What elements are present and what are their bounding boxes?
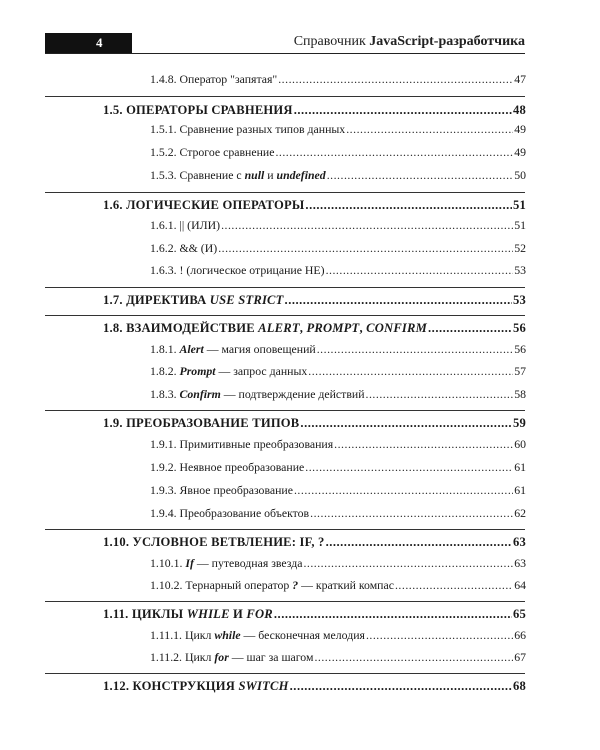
toc-entry-1-9-3[interactable]: 1.9.3. Явное преобразование ..... 61	[150, 483, 526, 499]
toc-entry-1-6-3[interactable]: 1.6.3. ! (логическое отрицание НЕ) ..... 53	[150, 263, 526, 279]
toc-section-1-11[interactable]: 1.11. ЦИКЛЫ WHILE И FOR ..... 65	[103, 607, 526, 623]
toc-entry-1-11-2[interactable]: 1.11.2. Цикл for — шаг за шагом ..... 67	[150, 650, 526, 666]
toc-section-1-9[interactable]: 1.9. ПРЕОБРАЗОВАНИЕ ТИПОВ ..... 59	[103, 416, 526, 432]
running-head: Справочник JavaScript-разработчика	[293, 34, 525, 49]
section-rule	[45, 192, 525, 193]
toc-entry-1-8-2[interactable]: 1.8.2. Prompt — запрос данных ..... 57	[150, 364, 526, 380]
toc-section-1-12[interactable]: 1.12. КОНСТРУКЦИЯ SWITCH ..... 68	[103, 679, 526, 695]
section-rule	[45, 529, 525, 530]
toc-entry-1-8-3[interactable]: 1.8.3. Confirm — подтверждение действий ..... 58	[150, 387, 526, 403]
section-rule	[45, 96, 525, 97]
page-number-bar	[45, 33, 132, 53]
header-rule	[45, 53, 525, 54]
toc-section-1-7[interactable]: 1.7. ДИРЕКТИВА USE STRICT ..... 53	[103, 293, 526, 309]
section-rule	[45, 287, 525, 288]
toc-section-1-8[interactable]: 1.8. ВЗАИМОДЕЙСТВИЕ ALERT, PROMPT, CONFIRM ..... 56	[103, 321, 526, 337]
toc-section-1-10[interactable]: 1.10. УСЛОВНОЕ ВЕТВЛЕНИЕ: IF, ? ..... 63	[103, 535, 526, 551]
toc-entry-1-10-1[interactable]: 1.10.1. If — путеводная звезда ..... 63	[150, 556, 526, 572]
toc-entry-1-9-1[interactable]: 1.9.1. Примитивные преобразования ..... 60	[150, 437, 526, 453]
toc-section-1-6[interactable]: 1.6. ЛОГИЧЕСКИЕ ОПЕРАТОРЫ ..... 51	[103, 198, 526, 214]
toc-entry-1-5-3[interactable]: 1.5.3. Сравнение с null и undefined ..... 50	[150, 168, 526, 184]
section-rule	[45, 410, 525, 411]
page-number: 4	[96, 35, 103, 50]
section-rule	[45, 315, 525, 316]
toc-entry-1-11-1[interactable]: 1.11.1. Цикл while — бесконечная мелодия ..... 66	[150, 628, 526, 644]
toc-entry-1-10-2[interactable]: 1.10.2. Тернарный оператор ? — краткий компас ..... 64	[150, 578, 526, 594]
toc-entry-1-9-2[interactable]: 1.9.2. Неявное преобразование ..... 61	[150, 460, 526, 476]
toc-entry-1-5-2[interactable]: 1.5.2. Строгое сравнение ..... 49	[150, 145, 526, 161]
toc-entry-1-6-1[interactable]: 1.6.1. || (ИЛИ) ..... 51	[150, 218, 526, 234]
section-rule	[45, 601, 525, 602]
section-rule	[45, 673, 525, 674]
toc-entry-1-6-2[interactable]: 1.6.2. && (И) ..... 52	[150, 241, 526, 257]
toc-entry-1-4-8[interactable]: 1.4.8. Оператор "запятая" ..... 47	[150, 72, 526, 88]
toc-entry-1-9-4[interactable]: 1.9.4. Преобразование объектов ..... 62	[150, 506, 526, 522]
toc-section-1-5[interactable]: 1.5. ОПЕРАТОРЫ СРАВНЕНИЯ ..... 48	[103, 103, 526, 119]
toc-entry-1-8-1[interactable]: 1.8.1. Alert — магия оповещений ..... 56	[150, 342, 526, 358]
toc-entry-1-5-1[interactable]: 1.5.1. Сравнение разных типов данных ..... 49	[150, 122, 526, 138]
